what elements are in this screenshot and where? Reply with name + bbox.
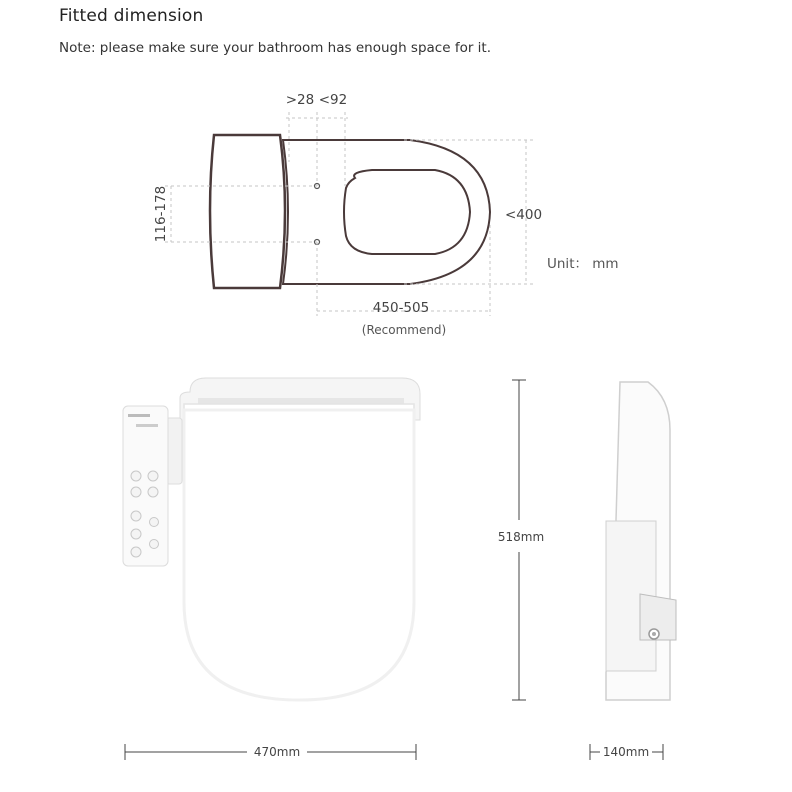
remote-control-panel <box>123 406 168 566</box>
remote-button <box>148 471 158 481</box>
remote-button <box>131 471 141 481</box>
remote-button <box>148 487 158 497</box>
seat-front-view <box>166 378 420 700</box>
length-range-label: 450-505 <box>372 300 430 316</box>
gap-min-label: >28 <box>285 92 315 108</box>
length-note-label: (Recommend) <box>361 323 447 337</box>
seat-side-view <box>606 382 676 700</box>
remote-button <box>131 487 141 497</box>
hole-spacing-label: 116-178 <box>153 185 169 243</box>
page-title: Fitted dimension <box>59 6 204 26</box>
width-label: 470mm <box>253 745 301 759</box>
seat-lid <box>184 404 414 700</box>
remote-button <box>131 529 141 539</box>
unit-label: Unit： mm <box>547 256 619 272</box>
remote-button <box>150 540 159 549</box>
gap-max-label: <92 <box>318 92 348 108</box>
width-limit-label: <400 <box>505 207 543 223</box>
toilet-top-view <box>210 135 490 288</box>
height-label: 518mm <box>497 530 545 544</box>
tank-outline <box>210 135 285 288</box>
remote-button <box>131 547 141 557</box>
remote-button <box>131 511 141 521</box>
side-bolt-center <box>652 632 656 636</box>
space-note: Note: please make sure your bathroom has enough space for it. <box>59 40 492 56</box>
depth-label: 140mm <box>602 745 650 759</box>
bowl-opening <box>344 170 470 254</box>
remote-button <box>150 518 159 527</box>
